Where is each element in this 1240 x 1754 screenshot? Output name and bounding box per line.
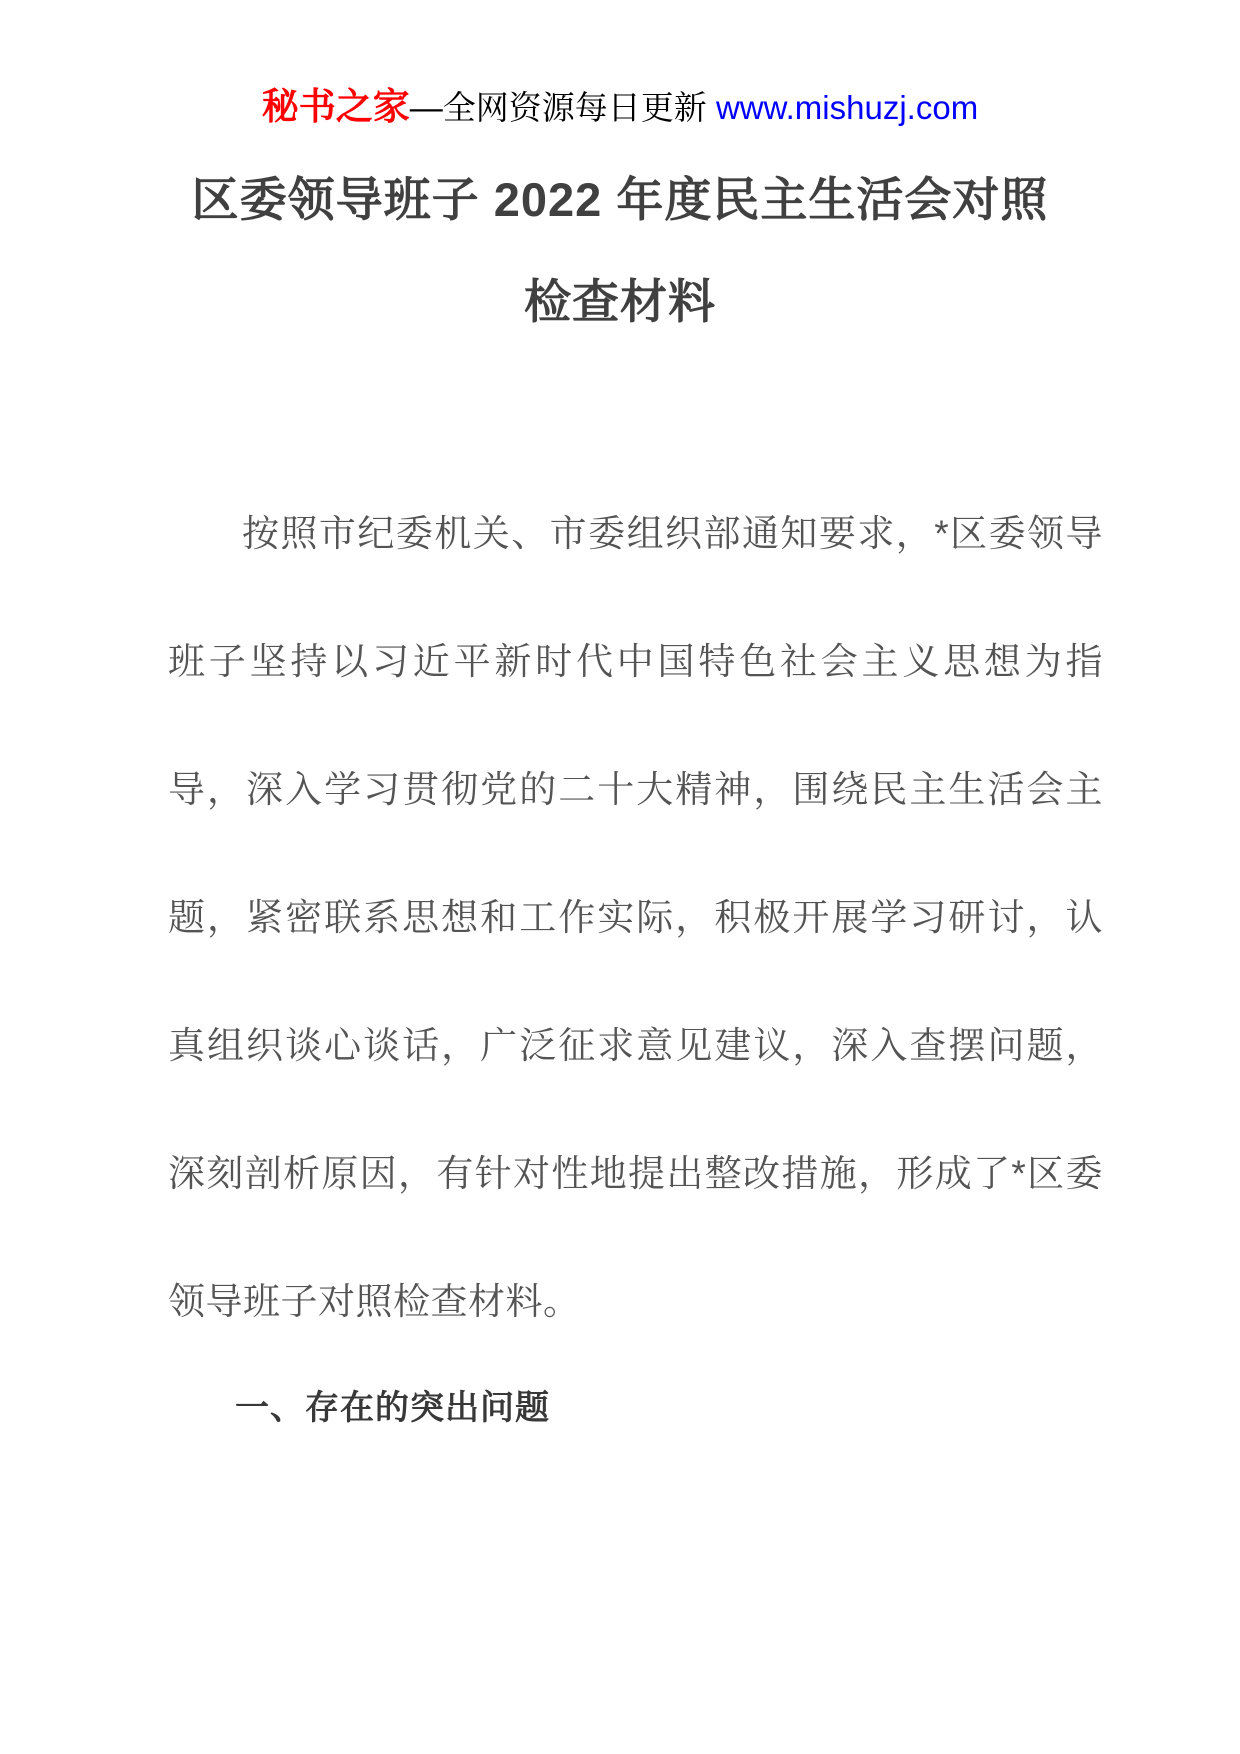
document-title xyxy=(0,149,1240,353)
promo-header xyxy=(0,0,1240,131)
site-url-link[interactable]: www.mishuzj.com xyxy=(715,89,979,126)
document-title-line-2: 检查材料 xyxy=(524,275,716,328)
document-title-line-1: 区委领导班子 2022 年度民主生活会对照 xyxy=(191,173,1049,226)
intro-paragraph: 按照市纪委机关、市委组织部通知要求，*区委领导班子坚持以习近平新时代中国特色社会主义思想为指导，深入学习贯彻党的二十大精神，围绕民主生活会主题，紧密联系思想和工作实际，积极开展学习研讨，认真组织谈心谈话，广泛征求意见建议，深入查摆问题，深刻剖析原因，有针对性地提出整改措施，形成了*区委领导班子对照检查材料。 xyxy=(168,513,1103,1322)
header-tagline: —全网资源每日更新 xyxy=(409,89,716,126)
section-heading-1: 一、存在的突出问题 xyxy=(235,1389,550,1427)
brand-name: 秘书之家 xyxy=(261,86,410,127)
